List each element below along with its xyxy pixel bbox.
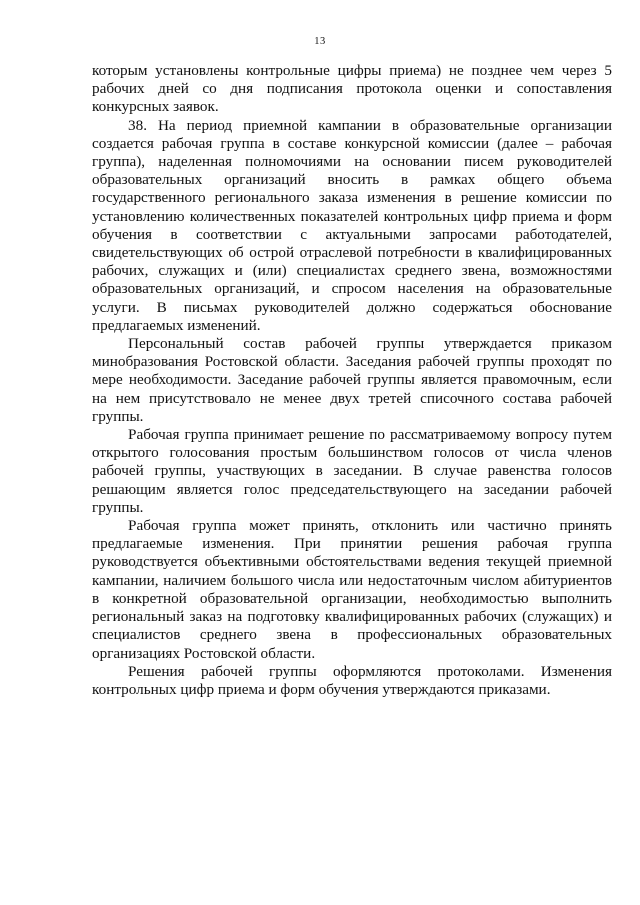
- paragraph-working-group-composition: Персональный состав рабочей группы утверждается приказом минобразования Ростовской области. Заседания рабочей группы проходят по мере необходимости. Заседание рабочей группы является правомочным, если на нем присутствовало не менее двух третей списочного состава рабочей группы.: [92, 335, 612, 425]
- page-number: 13: [314, 36, 326, 47]
- document-body: [92, 62, 612, 699]
- paragraph-item-38: 38. На период приемной кампании в образовательные организации создается рабочая группа в составе конкурсной комиссии (далее – рабочая группа), наделенная полномочиями на основании писем руководителей образовательных организаций вносить в рамках общего объема государственного регионального заказа изменения в решение комиссии по установлению количественных показателей контрольных цифр приема и форм обучения в соответствии с актуальными запросами работодателей, свидетельствующих об острой отраслевой потребности в квалифицированных рабочих, служащих и (или) специалистах среднего звена, возможностями образовательных организаций, и спросом населения на образовательные услуги. В письмах руководителей должно содержаться обоснование предлагаемых изменений.: [92, 116, 612, 334]
- paragraph-protocols: Решения рабочей группы оформляются протоколами. Изменения контрольных цифр приема и форм обучения утверждаются приказами.: [92, 662, 612, 698]
- paragraph-working-group-voting: Рабочая группа принимает решение по рассматриваемому вопросу путем открытого голосования простым большинством голосов от числа членов рабочей группы, участвующих в заседании. В случае равенства голосов решающим является голос председательствующего на заседании рабочей группы.: [92, 426, 612, 516]
- paragraph-working-group-decisions: Рабочая группа может принять, отклонить или частично принять предлагаемые изменения. При принятии решения рабочая группа руководствуется объективными обстоятельствами ведения текущей приемной кампании, наличием большого числа или недостаточным числом абитуриентов в конкретной образовательной организации, необходимостью выполнить региональный заказ на подготовку квалифицированных рабочих (служащих) и специалистов среднего звена в профессиональных образовательных организациях Ростовской области.: [92, 517, 612, 662]
- paragraph-continuation: которым установлены контрольные цифры приема) не позднее чем через 5 рабочих дней со дня подписания протокола оценки и сопоставления конкурсных заявок.: [92, 62, 612, 116]
